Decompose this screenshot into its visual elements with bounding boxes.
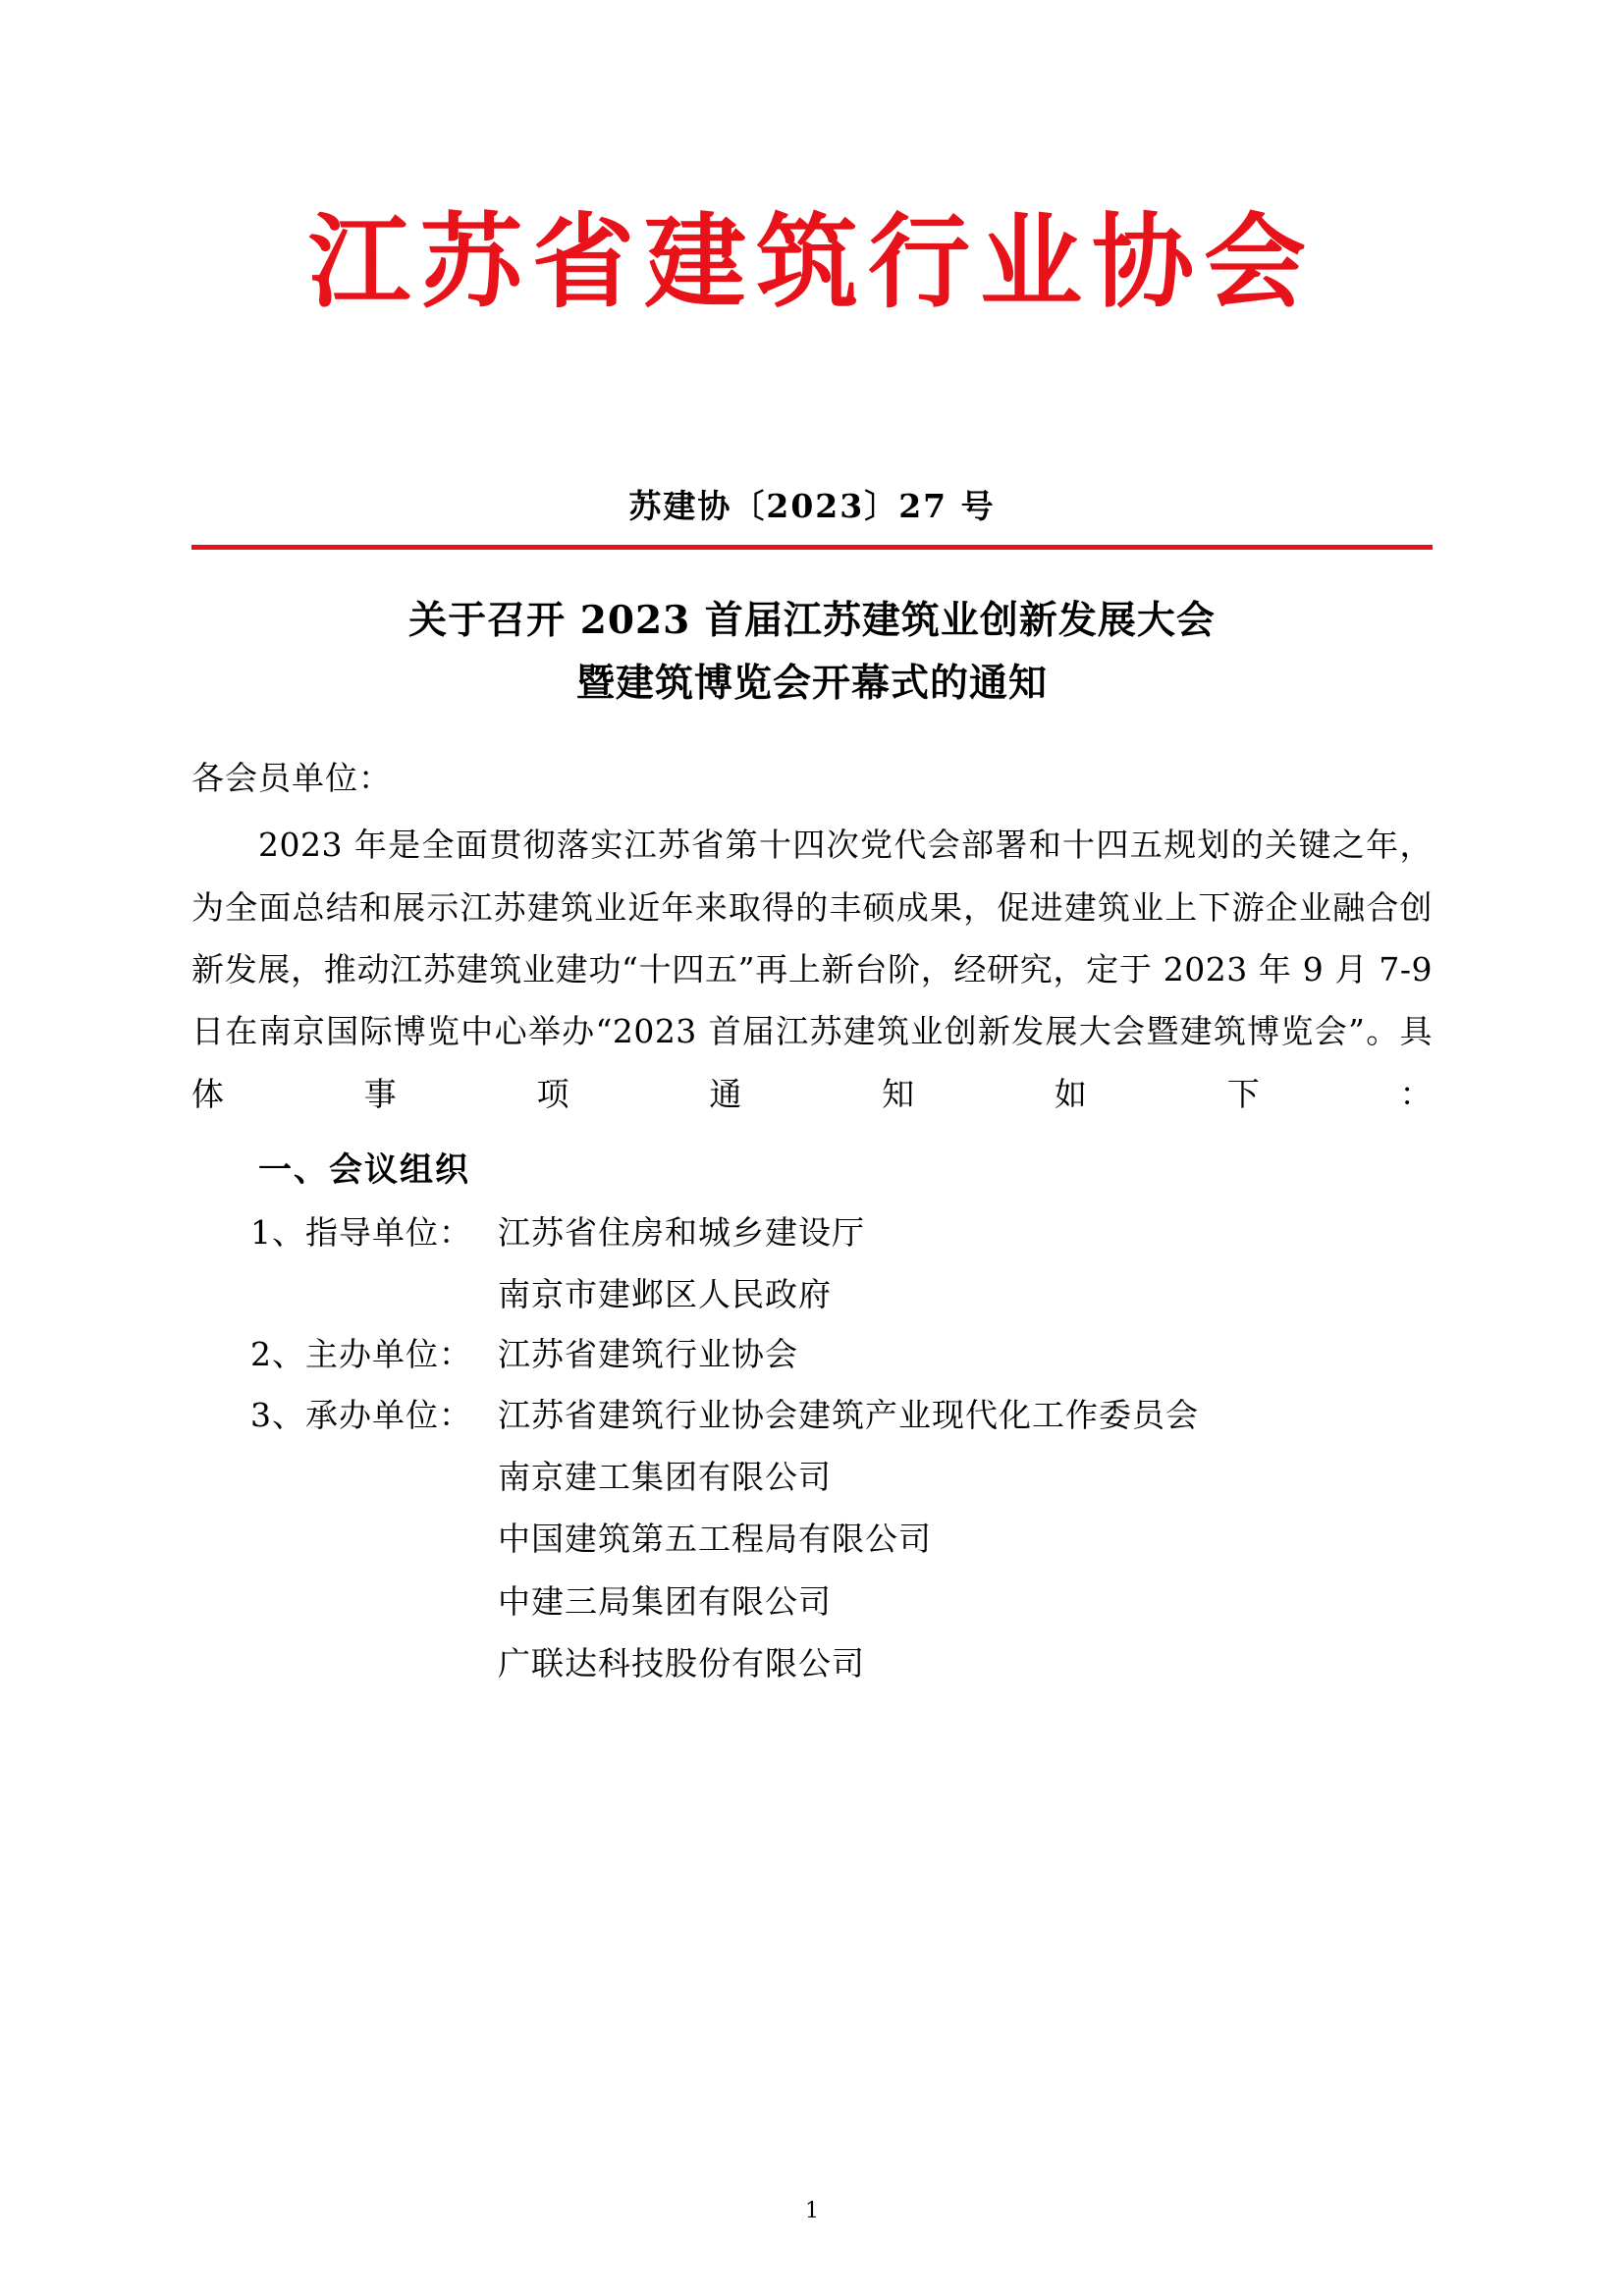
list-item <box>191 1324 1433 1384</box>
list-item-value: 中国建筑第五工程局有限公司 <box>498 1520 932 1559</box>
red-divider-rule <box>191 545 1433 550</box>
list-item-label: 3、承办单位： <box>250 1395 472 1434</box>
document-title-line-1: 关于召开 2023 首届江苏建筑业创新发展大会 <box>408 597 1216 643</box>
list-item-value: 南京建工集团有限公司 <box>498 1458 832 1497</box>
list-item-values <box>498 1385 1433 1694</box>
letterhead-title: 江苏省建筑行业协会 <box>307 201 1316 322</box>
list-item-values <box>498 1324 1433 1384</box>
list-item-value: 广联达科技股份有限公司 <box>498 1644 865 1683</box>
list-item <box>191 1202 1433 1325</box>
list-item-value: 江苏省住房和城乡建设厅 <box>498 1212 865 1252</box>
list-item-value: 江苏省建筑行业协会建筑产业现代化工作委员会 <box>498 1395 1199 1434</box>
list-item-value: 南京市建邺区人民政府 <box>498 1274 832 1313</box>
document-title <box>191 589 1433 716</box>
list-item <box>191 1385 1433 1694</box>
list-item-label: 2、主办单位： <box>250 1335 472 1374</box>
salutation: 各会员单位： <box>191 759 392 798</box>
list-item-value: 江苏省建筑行业协会 <box>498 1335 798 1374</box>
page-number: 1 <box>805 2199 819 2223</box>
section-heading-meeting-organization: 一、会议组织 <box>258 1149 470 1190</box>
body-paragraph: 2023 年是全面贯彻落实江苏省第十四次党代会部署和十四五规划的关键之年，为全面总结和展示江苏建筑业近年来取得的丰硕成果，促进建筑业上下游企业融合创新发展，推动江苏建筑业建功“十四五”再上新台阶，经研究，定于 2023 年 9 月 7-9 日在南京国际博览中心举办“2023 首届江苏建筑业创新发展大会暨建筑博览会”。具体事项通知如下： <box>191 826 1433 1113</box>
list-item-values <box>498 1202 1433 1325</box>
document-title-line-2: 暨建筑博览会开幕式的通知 <box>575 661 1048 707</box>
list-item-label: 1、指导单位： <box>250 1212 472 1252</box>
document-number: 苏建协〔2023〕27 号 <box>628 486 996 525</box>
list-item-value: 中建三局集团有限公司 <box>498 1581 832 1621</box>
